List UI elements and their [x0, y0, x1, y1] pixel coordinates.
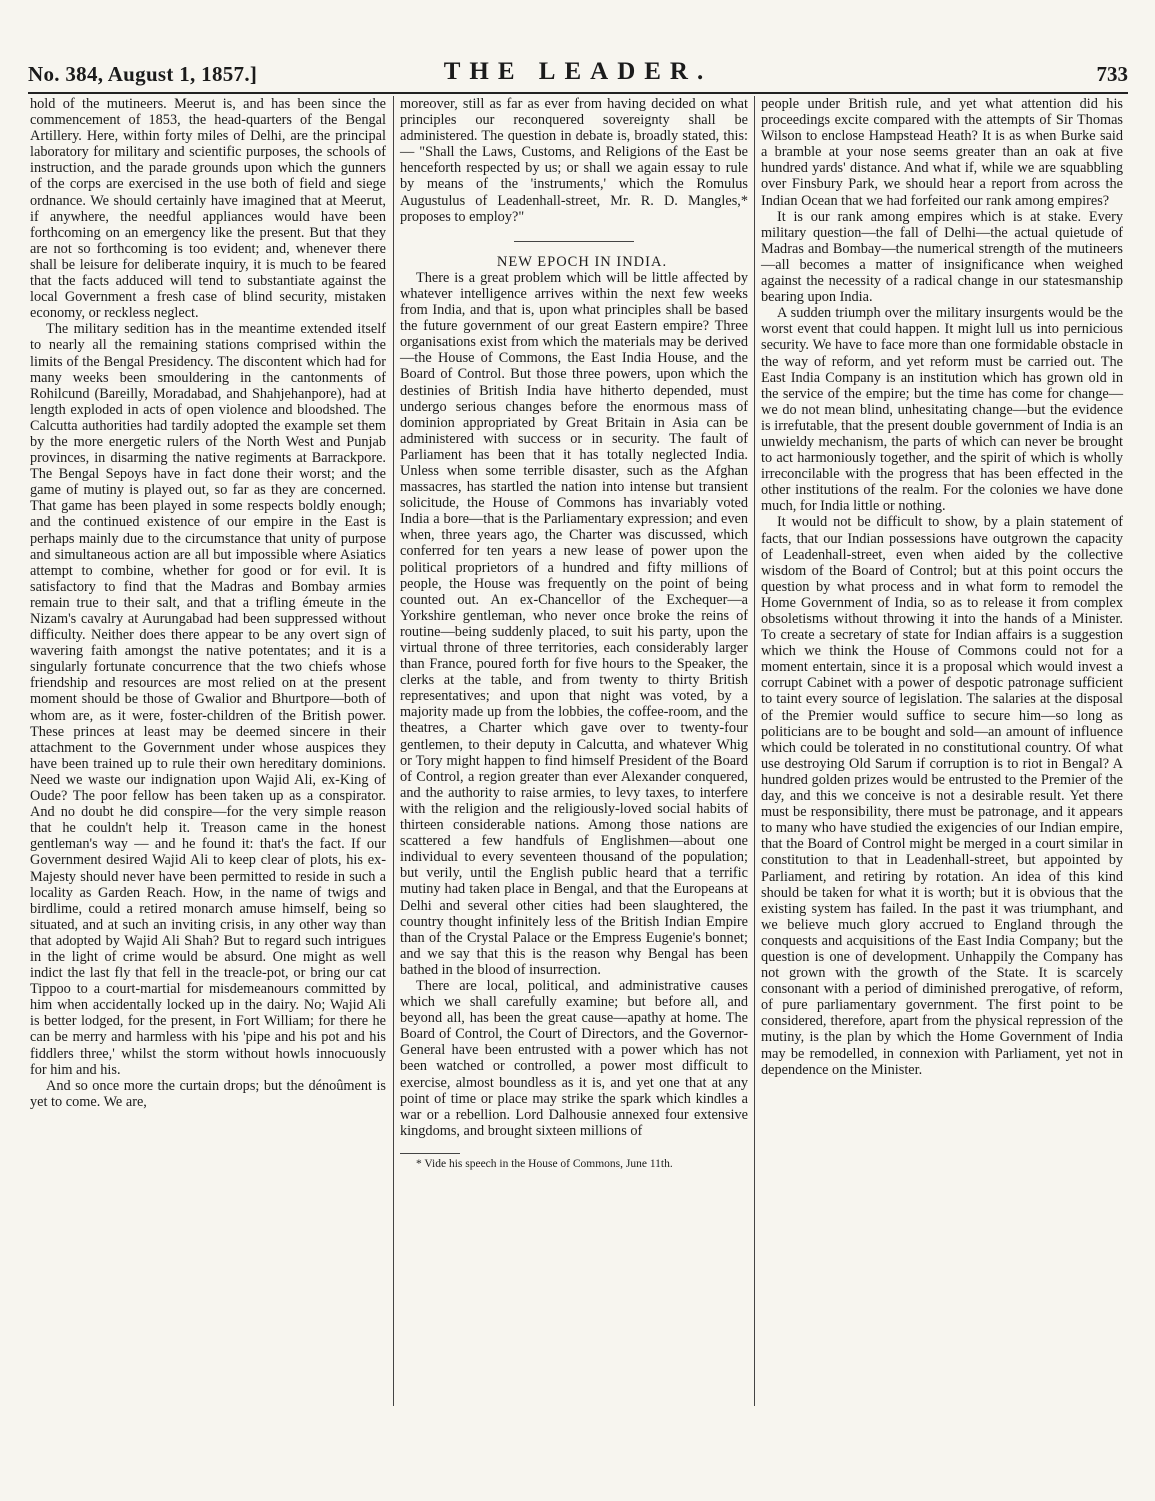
header-rule	[28, 92, 1128, 94]
column-divider	[754, 96, 755, 1406]
paragraph: people under British rule, and yet what attention did his proceedings excite compared with the attempts of Sir Thomas Wilson to enclose Hampstead Heath? It is as when Burke said a bramble at your nose seems greater than an oak at five hundred yards' distance. And what if, while we are squabbling over Finsbury Park, we should hear a report from across the Indian Ocean that we had forfeited our rank among empires?	[761, 96, 1123, 209]
paragraph: moreover, still as far as ever from having decided on what principles our reconquered sovereignty shall be administered. The question in debate is, broadly stated, this:— "Shall the Laws, Customs, and Religions of the East be henceforth respected by us; or shall we again essay to rule by means of the 'instruments,' which the Romulus Augustulus of Leadenhall-street, Mr. R. D. Mangles,* proposes to employ?"	[400, 96, 748, 225]
paragraph: It is our rank among empires which is at stake. Every military question—the fall of Delhi—the actual quietude of Madras and Bombay—the numerical strength of the mutineers—all becomes a matter of insignificance when weighed against the necessity of a radical change in our statesmanship bearing upon India.	[761, 208, 1123, 306]
section-title: NEW EPOCH IN INDIA.	[496, 253, 668, 270]
article-column-1	[30, 96, 386, 1110]
paragraph: hold of the mutineers. Meerut is, and has been since the commencement of 1853, the head-quarters of the Bengal Artillery. Here, within forty miles of Delhi, are the principal laboratory for military and scientific purposes, the schools of instruction, and the parade grounds upon which the gunners of the corps are exercised in the use both of field and siege ordnance. We should certainly have imagined that at Meerut, if anywhere, the needful appliances would have been forthcoming on an emergency like the present. But that they are not so forthcoming is too evident; and, whenever there shall be leisure for deliberate inquiry, it is much to be feared that the facts adduced will tend to substantiate against the local Government a fresh case of blind security, mistaken economy, or reckless neglect.	[30, 96, 386, 322]
page-header	[28, 58, 1128, 94]
footnote-divider	[400, 1153, 460, 1154]
column-divider	[393, 96, 394, 1406]
paragraph: There is a great problem which will be little affected by whatever intelligence arrives within the next few weeks from India, and that is, upon what principles shall be based the future government of our great Eastern empire? Three organisations exist from which the materials may be derived—the House of Commons, the East India House, and the Board of Control. But those three powers, upon which the destinies of British India have hitherto depended, must undergo serious changes before the enormous mass of dominion appropriated by Great Britain in Asia can be administered with success or in security. The fault of Parliament has been that it has totally neglected India. Unless when some terrible disaster, such as the Afghan massacres, has startled the nation into intense but transient solicitude, the House of Commons has invariably voted India a bore—that is the Parliamentary expression; and even when, three years ago, the Charter was discussed, which conferred for ten years a new lease of power upon the political proprietors of a hundred and fifty millions of people, the House was frequently on the point of being counted out. An ex-Chancellor of the Exchequer—a Yorkshire gentleman, who never once broke the reins of routine—being suddenly placed, to suit his party, upon the virtual throne of three territories, each considerably larger than France, poured forth for five hours to the Speaker, the clerks at the table, and from twenty to thirty British representatives; and upon that night was voted, by a majority made up from the lobbies, the coffee-room, and the theatres, a Charter which gave over to twenty-four gentlemen, to their deputy in Calcutta, and whatever Whig or Tory might happen to find himself President of the Board of Control, a region greater than ever Alexander conquered, and the authority to raise armies, to levy taxes, to interfere with the religion and the religiously-loved social habits of thirteen considerable nations. Among those nations are scattered a few handfuls of Englishmen—about one individual to every seventeen thousand of the population; but verily, until the English public heard that a terrific mutiny had taken place in Bengal, and that the Europeans at Delhi and several other cities had been slaughtered, the country thought infinitely less of the British Indian Empire than of the Crystal Palace or the Empress Eugenie's bonnet; and we say that this is the reason why Bengal has been bathed in the blood of insurrection.	[400, 269, 748, 978]
article-column-3	[761, 96, 1123, 1078]
paragraph: And so once more the curtain drops; but the dénoûment is yet to come. We are,	[30, 1077, 386, 1110]
paragraph: It would not be difficult to show, by a plain statement of facts, that our Indian possessions have outgrown the capacity of Leadenhall-street, even when aided by the collective wisdom of the Board of Control; but at this point occurs the question by what process and in what form to remodel the Home Government of India, so as to release it from complex obsoletisms without throwing it into the hands of a Minister. To create a secretary of state for Indian affairs is a suggestion which we think the House of Commons could not for a moment entertain, since it is a proposal which would invest a corrupt Cabinet with a power of despotic patronage sufficient to taint every source of legislation. The salaries at the disposal of the Premier would suffice to secure him—so long as politicians are to be bought and sold—an amount of influence which could be tolerated in no constitutional country. Of what use destroying Old Sarum if corruption is to riot in Bengal? A hundred golden prizes would be entrusted to the Premier of the day, and this we conceive is not a desirable result. Yet there must be responsibility, there must be patronage, and it appears to many who have studied the exigencies of our Indian empire, that the Board of Control might be merged in a court similar in constitution to that in Leadenhall-street, but appointed by Parliament, and retiring by rotation. An idea of this kind should be taken for what it is worth; but it is obvious that the existing system has failed. In the past it was triumphant, and we believe much glory accrued to England through the conquests and acquisitions of the East India Company; but the question is one of development. Unhappily the Company has not grown with the growth of the State. It is scarcely consonant with a period of diminished prerogative, of reform, of pure parliamentary government. The first point to be considered, therefore, apart from the physical repression of the mutiny, is the plan by which the Home Government of India may be remodelled, in connexion with Parliament, yet not in dependence on the Minister.	[761, 514, 1123, 1078]
issue-date: No. 384, August 1, 1857.]	[28, 62, 258, 86]
page-number: 733	[1096, 62, 1128, 86]
paragraph: A sudden triumph over the military insurgents would be the worst event that could happen. It might lull us into pernicious security. We have to face more than one formidable obstacle in the way of reform, and yet reform must be carried out. The East India Company is an institution which has grown old in the service of the empire; but the time has come for change—we do not mean blind, unhesitating change—but the evidence is irrefutable, that the present double government of India is an unwieldy mechanism, the parts of which can never be brought to act harmoniously together, and the spirit of which is wholly irreconcilable with the progress that has been effected in the other institutions of the realm. For the colonies we have done much, for India little or nothing.	[761, 305, 1123, 515]
paragraph: There are local, political, and administrative causes which we shall carefully examine; but before all, and beyond all, has been the great cause—apathy at home. The Board of Control, the Court of Directors, and the Governor-General have been entrusted with a power which has not been watched or controlled, a power most difficult to exercise, almost boundless as it is, and yet one that at any point of time or place may strike the spark which kindles a war or a rebellion. Lord Dalhousie annexed four extensive kingdoms, and brought sixteen millions of	[400, 977, 748, 1139]
article-column-2	[400, 96, 748, 1171]
section-divider	[514, 241, 634, 242]
masthead-title: THE LEADER.	[443, 58, 713, 85]
footnote: * Vide his speech in the House of Commons, June 11th.	[416, 1157, 673, 1170]
paragraph: The military sedition has in the meantime extended itself to nearly all the remaining stations comprised within the limits of the Bengal Presidency. The discontent which had for many weeks been smouldering in the cantonments of Rohilcund (Bareilly, Moradabad, and Shahjehanpore), had at length exploded in acts of open violence and bloodshed. The Calcutta authorities had tardily adopted the example set them by the more energetic rulers of the North West and Punjab provinces, in disarming the native regiments at Barrackpore. The Bengal Sepoys have in fact done their worst; and the game of mutiny is played out, so far as they are concerned. That game has been played in some respects boldly enough; and the continued existence of our empire in the East is perhaps mainly due to the circumstance that unity of purpose and simultaneous action are all but impossible where Asiatics attempt to combine, whether for good or for evil. It is satisfactory to find that the Madras and Bombay armies remain true to their salt, and that a trifling émeute in the Nizam's cavalry at Aurungabad had been suppressed without difficulty. Neither does there appear to be any overt sign of wavering faith amongst the native potentates; and it is a singularly fortunate concurrence that the two chiefs whose friendship and resources are most relied on at the present moment should be those of Gwalior and Bhurtpore—both of whom are, as it were, foster-children of the British power. These princes at least may be deemed sincere in their attachment to the Government under whose auspices they have been trained up to rule their own hereditary dominions. Need we waste our indignation upon Wajid Ali, ex-King of Oude? The poor fellow has been taken up as a conspirator. And no doubt he did conspire—for the very simple reason that he couldn't help it. Treason came in the honest gentleman's way — and he found it: that's the fact. If our Government desired Wajid Ali to keep clear of plots, his ex-Majesty should never have been permitted to reside in such a locality as Garden Reach. How, in the name of twigs and birdlime, could a retired monarch amuse himself, being so situated, and at such an inviting crisis, in any other way than that adopted by Wajid Ali Shah? But to regard such intrigues in the light of crime would be absurd. One might as well indict the last fly that fell in the treacle-pot, or bring our cat Tippoo to a court-martial for misdemeanours committed by him when accidentally locked up in the dairy. No; Wajid Ali is better lodged, for the present, in Fort William; for there he can be merry and harmless with his 'pipe and his pot and his fiddlers three,' whilst the storm without howls innocuously for him and his.	[30, 321, 386, 1078]
